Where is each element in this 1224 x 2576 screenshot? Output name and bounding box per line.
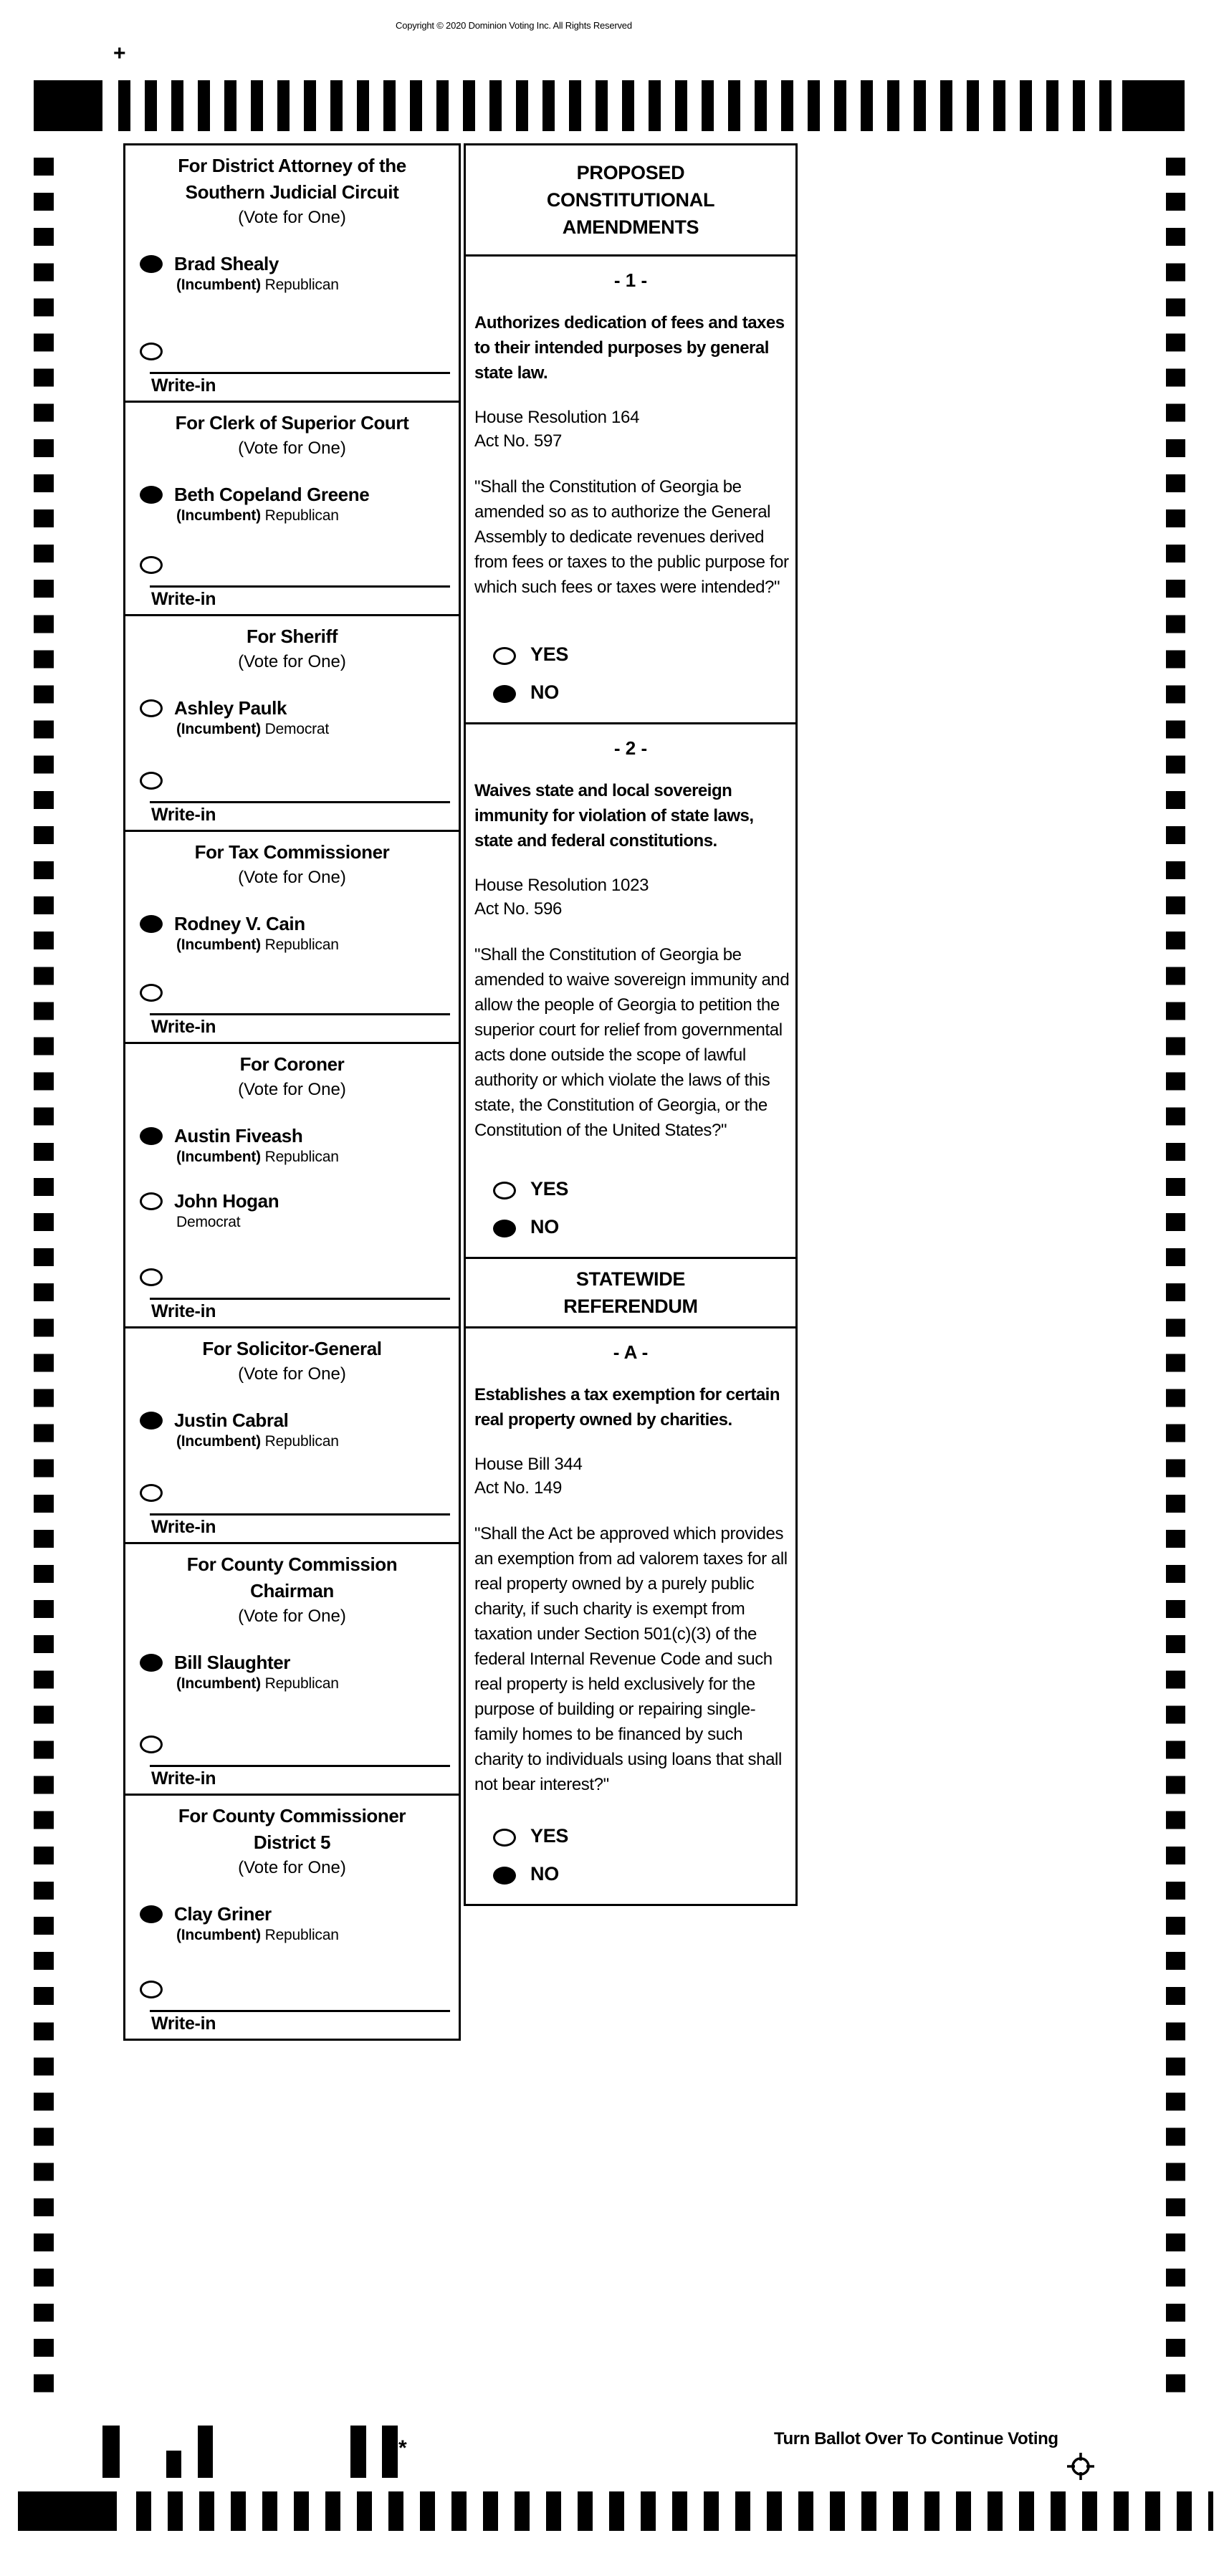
- incumbent-label: (Incumbent): [176, 720, 261, 737]
- vote-for-instruction: (Vote for One): [238, 1080, 346, 1100]
- writein-label: Write-in: [151, 2014, 216, 2034]
- writein-option[interactable]: [140, 554, 453, 574]
- writein-line[interactable]: [150, 1298, 450, 1322]
- no-option[interactable]: [493, 681, 795, 704]
- no-label: NO: [530, 1216, 559, 1238]
- ballot-id-bar: [350, 2426, 366, 2478]
- race-title: [131, 153, 453, 206]
- candidate-name: Clay Griner: [174, 1902, 272, 1925]
- writein-label: Write-in: [151, 588, 216, 609]
- candidate-option[interactable]: [140, 697, 453, 739]
- race-title-line: For Solicitor-General: [202, 1338, 382, 1360]
- vote-for-instruction: (Vote for One): [238, 1857, 346, 1877]
- timing-mark-top-right-block: [1122, 80, 1185, 131]
- incumbent-label: (Incumbent): [176, 936, 261, 953]
- race-title-line: Chairman: [250, 1579, 334, 1601]
- vote-for-instruction: (Vote for One): [238, 1364, 346, 1384]
- ballot-id-bar: [102, 2426, 120, 2478]
- plus-registration-mark: +: [113, 42, 126, 65]
- no-label: NO: [530, 1863, 559, 1885]
- incumbent-label: (Incumbent): [176, 1433, 261, 1450]
- candidate-name: Justin Cabral: [174, 1409, 289, 1432]
- party-name: Republican: [264, 1675, 339, 1692]
- header-line: STATEWIDE: [575, 1268, 686, 1291]
- candidate-text: [174, 253, 339, 295]
- candidate-party: [176, 1146, 339, 1167]
- candidate-party: [176, 1673, 339, 1694]
- vote-for-instruction: (Vote for One): [238, 208, 346, 227]
- race-county-commissioner-district-5: [125, 1796, 459, 2039]
- writein-option[interactable]: [140, 1266, 453, 1286]
- yes-oval[interactable]: [493, 1829, 516, 1847]
- writein-oval[interactable]: [140, 772, 163, 790]
- incumbent-label: (Incumbent): [176, 1149, 261, 1166]
- writein-oval[interactable]: [140, 984, 163, 1002]
- race-title: [131, 1051, 453, 1078]
- race-solicitor-general: [125, 1328, 459, 1543]
- no-option[interactable]: [493, 1863, 795, 1885]
- candidate-option[interactable]: [140, 1409, 453, 1452]
- party-name: Republican: [264, 1433, 339, 1450]
- proposed-amendments-header: [466, 145, 795, 257]
- race-title: [131, 1803, 453, 1856]
- candidate-name: Beth Copeland Greene: [174, 484, 370, 506]
- candidate-option[interactable]: [140, 1903, 453, 1945]
- timing-marks-right-column: [1166, 158, 1185, 2393]
- amendment-number: - 1 -: [613, 269, 648, 291]
- writein-oval[interactable]: [140, 1484, 163, 1502]
- writein-oval[interactable]: [140, 1981, 163, 1998]
- candidate-name: John Hogan: [174, 1190, 279, 1212]
- reference-line: House Resolution 1023: [474, 876, 649, 896]
- writein-oval[interactable]: [140, 1268, 163, 1286]
- statewide-referendum-header: [466, 1259, 795, 1328]
- yes-option[interactable]: [493, 643, 795, 666]
- race-tax-commissioner: [125, 832, 459, 1044]
- party-name: Democrat: [176, 1214, 241, 1231]
- referendum-reference: [474, 1452, 788, 1500]
- candidate-name: Brad Shealy: [174, 253, 279, 274]
- candidate-option[interactable]: [140, 1190, 453, 1232]
- asterisk-mark: *: [398, 2436, 407, 2460]
- yes-option[interactable]: [493, 1178, 795, 1200]
- races-column: [123, 143, 461, 2041]
- no-label: NO: [530, 681, 559, 704]
- party-name: Republican: [264, 507, 339, 525]
- race-county-commission-chairman: [125, 1544, 459, 1796]
- amendment-1: [466, 257, 795, 724]
- race-title-line: For Coroner: [239, 1053, 345, 1076]
- turn-ballot-over-text: Turn Ballot Over To Continue Voting: [774, 2429, 1058, 2448]
- no-oval[interactable]: [493, 1867, 516, 1885]
- writein-line[interactable]: [150, 1013, 450, 1038]
- reference-line: House Bill 344: [474, 1454, 583, 1474]
- candidate-option[interactable]: [140, 1125, 453, 1167]
- candidate-text: [174, 1652, 339, 1694]
- race-title: [131, 1551, 453, 1604]
- candidate-text: [174, 1903, 339, 1945]
- timing-mark-top-left-block: [34, 80, 102, 131]
- referendum-letter: - A -: [613, 1341, 649, 1363]
- amendment-summary: Authorizes dedication of fees and taxes to their intended purposes by general state law.: [474, 312, 785, 383]
- candidate-party: [176, 1925, 339, 1945]
- candidate-text: [174, 1125, 339, 1167]
- candidate-party: [176, 505, 369, 526]
- party-name: Republican: [264, 1926, 339, 1943]
- yes-label: YES: [530, 1825, 569, 1847]
- race-title-line: For County Commission: [186, 1553, 398, 1575]
- writein-label: Write-in: [151, 804, 216, 825]
- yes-oval[interactable]: [493, 1182, 516, 1200]
- candidate-name: Bill Slaughter: [174, 1651, 290, 1673]
- candidate-name: Austin Fiveash: [174, 1125, 303, 1147]
- ballot-id-bar: [198, 2426, 213, 2478]
- candidate-option[interactable]: [140, 913, 453, 955]
- timing-marks-bottom-row: [136, 2491, 1213, 2531]
- writein-label: Write-in: [151, 1516, 216, 1537]
- referendum-question: "Shall the Act be approved which provides an exemption from ad valorem taxes for all real property owned by a purely public charity, if such charity is exempt from taxation under Section 501(c)(3) of the federal Internal Revenue Code and such real property is held exclusively for the purpose of building or repairing single-family homes to be financed by such charity to individuals using loans that shall not bear interest?": [474, 1523, 788, 1794]
- writein-option[interactable]: [140, 340, 453, 360]
- writein-option[interactable]: [140, 1733, 453, 1753]
- writein-label: Write-in: [151, 1768, 216, 1789]
- candidate-text: [174, 697, 329, 739]
- race-title-line: Southern Judicial Circuit: [185, 181, 399, 203]
- vote-for-instruction: (Vote for One): [238, 439, 346, 459]
- vote-for-instruction: (Vote for One): [238, 1606, 346, 1626]
- candidate-text: [174, 1409, 339, 1452]
- amendment-question: "Shall the Constitution of Georgia be amended so as to authorize the General Assembly to dedicate revenues derived from fees or taxes to the public purpose for which such fees or taxes were intended?": [474, 477, 789, 597]
- race-title: [131, 1336, 453, 1362]
- writein-label: Write-in: [151, 1301, 216, 1322]
- candidate-party: [176, 719, 329, 739]
- amendment-summary: Waives state and local sovereign immunity for violation of state laws, state and federal constitutions.: [474, 781, 754, 851]
- incumbent-label: (Incumbent): [176, 1675, 261, 1692]
- race-title-line: District 5: [253, 1831, 331, 1853]
- header-line: AMENDMENTS: [562, 216, 699, 238]
- header-line: PROPOSED: [576, 161, 685, 183]
- amendment-reference: [474, 406, 788, 453]
- vote-oval[interactable]: [140, 486, 163, 504]
- yes-option[interactable]: [493, 1825, 795, 1847]
- writein-line[interactable]: [150, 2010, 450, 2034]
- timing-marks-top-row: [118, 80, 1111, 131]
- writein-option[interactable]: [140, 770, 453, 790]
- vote-oval[interactable]: [140, 1905, 163, 1923]
- writein-line[interactable]: [150, 801, 450, 825]
- ballot-id-bar-short: [166, 2451, 181, 2478]
- race-title-line: For Sheriff: [246, 625, 338, 647]
- writein-oval[interactable]: [140, 343, 163, 360]
- candidate-party: [176, 1212, 279, 1232]
- writein-oval[interactable]: [140, 1735, 163, 1753]
- registration-crosshair-icon: [1065, 2451, 1096, 2482]
- candidate-text: [174, 1190, 279, 1232]
- party-name: Democrat: [264, 720, 330, 737]
- copyright-text: Copyright © 2020 Dominion Voting Inc. All Rights Reserved: [396, 20, 632, 31]
- writein-oval[interactable]: [140, 556, 163, 574]
- writein-line[interactable]: [150, 1513, 450, 1538]
- writein-label: Write-in: [151, 1017, 216, 1038]
- reference-line: Act No. 596: [474, 899, 563, 919]
- referendum-a: [466, 1328, 795, 1904]
- candidate-party: [176, 1431, 339, 1452]
- reference-line: Act No. 597: [474, 431, 563, 451]
- writein-line[interactable]: [150, 372, 450, 396]
- candidate-option[interactable]: [140, 484, 453, 526]
- race-title: [131, 839, 453, 866]
- amendment-question: "Shall the Constitution of Georgia be amended to waive sovereign immunity and allow the people of Georgia to petition the superior court for relief from governmental acts done outside the scope of lawful authority or which violate the laws of this state, the Constitution of Georgia, or the Constitution of the United States?": [474, 945, 790, 1141]
- party-name: Republican: [264, 277, 339, 293]
- candidate-text: [174, 484, 369, 526]
- party-name: Republican: [264, 936, 339, 953]
- vote-oval[interactable]: [140, 1654, 163, 1672]
- candidate-name: Ashley Paulk: [174, 696, 287, 719]
- writein-option[interactable]: [140, 1482, 453, 1502]
- candidate-name: Rodney V. Cain: [174, 912, 305, 934]
- race-title-line: For District Attorney of the: [178, 155, 406, 176]
- race-title: [131, 623, 453, 650]
- incumbent-label: (Incumbent): [176, 1926, 261, 1943]
- no-oval[interactable]: [493, 1220, 516, 1237]
- incumbent-label: (Incumbent): [176, 277, 261, 293]
- header-line: REFERENDUM: [563, 1296, 698, 1318]
- yes-oval[interactable]: [493, 647, 516, 665]
- party-name: Republican: [264, 1149, 339, 1166]
- race-title: [131, 410, 453, 436]
- vote-for-instruction: (Vote for One): [238, 651, 346, 671]
- vote-oval[interactable]: [140, 1192, 163, 1210]
- vote-for-instruction: (Vote for One): [238, 867, 346, 887]
- writein-option[interactable]: [140, 1978, 453, 1998]
- no-oval[interactable]: [493, 685, 516, 703]
- candidate-party: [176, 934, 339, 955]
- vote-oval[interactable]: [140, 1412, 163, 1430]
- candidate-text: [174, 913, 339, 955]
- amendment-reference: [474, 873, 788, 921]
- writein-label: Write-in: [151, 375, 216, 396]
- race-clerk-superior-court: [125, 403, 459, 616]
- race-sheriff: [125, 616, 459, 832]
- writein-line[interactable]: [150, 585, 450, 610]
- candidate-option[interactable]: [140, 1652, 453, 1694]
- vote-oval[interactable]: [140, 699, 163, 717]
- header-line: CONSTITUTIONAL: [546, 188, 715, 211]
- race-coroner: [125, 1044, 459, 1328]
- yes-label: YES: [530, 1178, 569, 1200]
- timing-mark-bottom-left-block: [18, 2491, 117, 2531]
- questions-column: [464, 143, 798, 1906]
- vote-oval[interactable]: [140, 915, 163, 933]
- yes-label: YES: [530, 643, 569, 666]
- candidate-party: [176, 274, 339, 295]
- reference-line: Act No. 149: [474, 1478, 563, 1498]
- vote-oval[interactable]: [140, 1127, 163, 1145]
- writein-line[interactable]: [150, 1765, 450, 1789]
- referendum-summary: Establishes a tax exemption for certain real property owned by charities.: [474, 1384, 780, 1430]
- race-title-line: For County Commissioner: [178, 1804, 406, 1826]
- race-title-line: For Tax Commissioner: [194, 841, 390, 863]
- amendment-2: [466, 724, 795, 1259]
- amendment-number: - 2 -: [613, 737, 648, 760]
- vote-oval[interactable]: [140, 255, 163, 273]
- reference-line: House Resolution 164: [474, 407, 640, 427]
- no-option[interactable]: [493, 1216, 795, 1238]
- writein-option[interactable]: [140, 982, 453, 1002]
- incumbent-label: (Incumbent): [176, 507, 261, 525]
- timing-marks-left-column: [34, 158, 54, 2393]
- ballot-id-bar: [382, 2426, 398, 2478]
- race-title-line: For Clerk of Superior Court: [175, 412, 409, 434]
- race-district-attorney: [125, 145, 459, 403]
- candidate-option[interactable]: [140, 253, 453, 295]
